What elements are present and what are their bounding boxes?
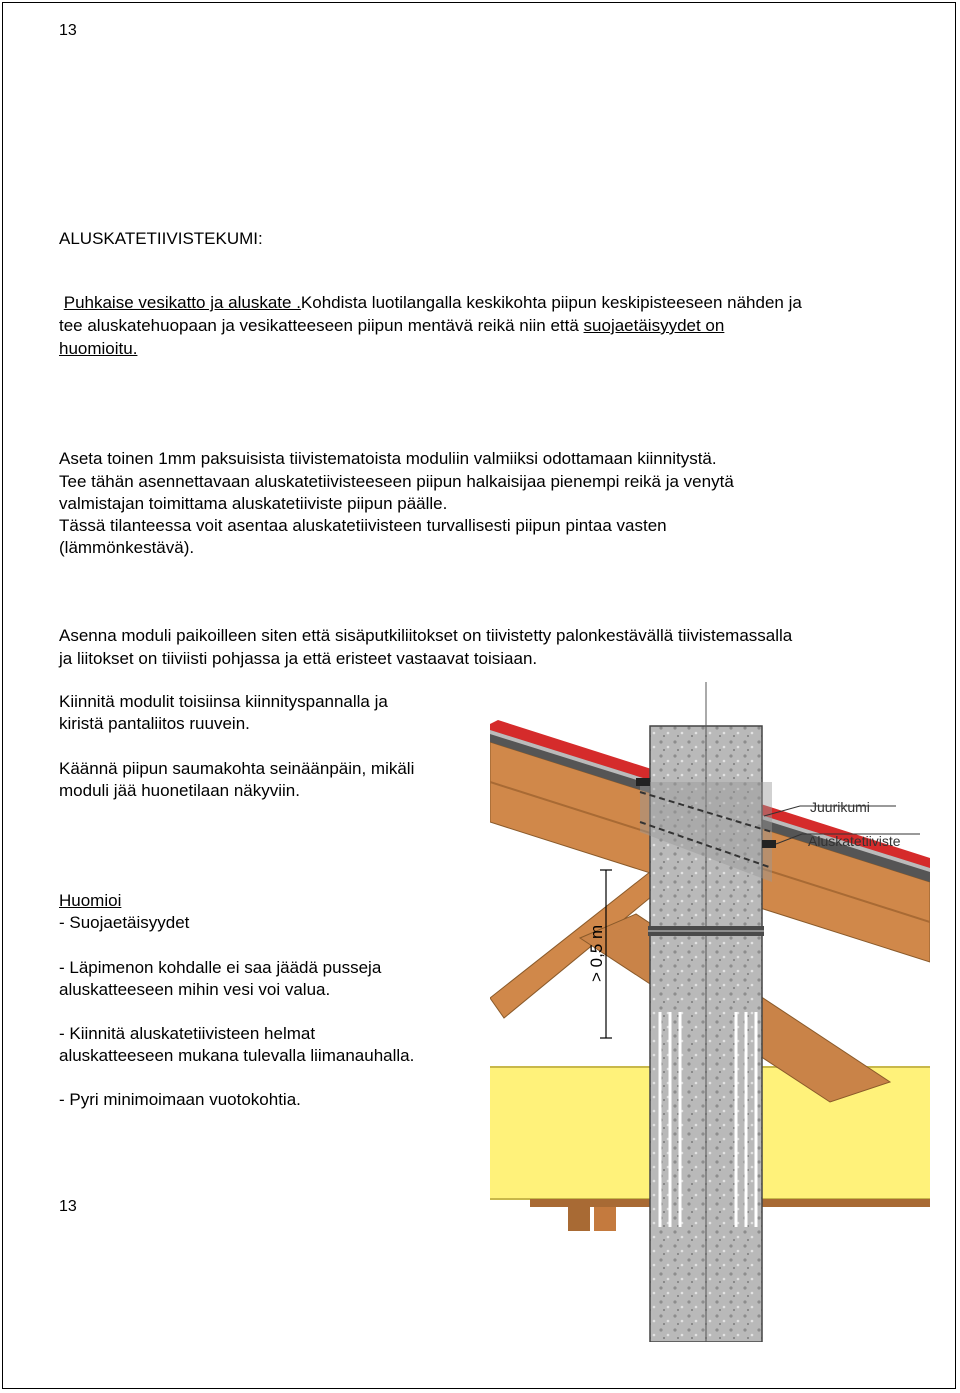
chimney-installation-diagram [490, 682, 930, 1342]
para1-line2-underlined: suojaetäisyydet on [583, 316, 725, 335]
note-item: - Pyri minimoimaan vuotokohtia. [59, 1090, 301, 1109]
page-number-top: 13 [59, 22, 77, 39]
para4-line1: Kiinnitä modulit toisiinsa kiinnityspannalla ja [59, 692, 388, 711]
para5-line1: Käännä piipun saumakohta seinäänpäin, mikäli [59, 759, 415, 778]
distance-label: > 0,5 m [587, 924, 606, 982]
para2-line4: Tässä tilanteessa voit asentaa aluskatetiivisteen turvallisesti piipun pintaa vasten [59, 516, 667, 535]
note-item: aluskatteeseen mukana tulevalla liimanauhalla. [59, 1046, 415, 1065]
note-item: aluskatteeseen mihin vesi voi valua. [59, 980, 331, 999]
para3-line1: Asenna moduli paikoilleen siten että sisäputkiliitokset on tiivistetty palonkestävällä tiivistemassalla [59, 626, 793, 645]
para3-line2: ja liitokset on tiiviisti pohjassa ja että eristeet vastaavat toisiaan. [59, 649, 538, 668]
note-item: - Suojaetäisyydet [59, 913, 190, 932]
para4-line2: kiristä pantaliitos ruuvein. [59, 714, 250, 733]
joist [594, 1207, 616, 1231]
label-underlay-seal: Aluskatetiiviste [808, 833, 901, 849]
rafter-seal [636, 778, 650, 786]
note-item: - Läpimenon kohdalle ei saa jäädä pusseja [59, 958, 382, 977]
para1-line1 [59, 292, 802, 315]
para2-line5: (lämmönkestävä). [59, 538, 195, 557]
underlay-seal [762, 840, 776, 848]
page-number-bottom: 13 [59, 1198, 77, 1215]
para1-line1-rest: Kohdista luotilangalla keskikohta piipun keskipisteeseen nähden ja [300, 293, 802, 312]
para2-line2: Tee tähän asennettavaan aluskatetiivisteeseen piipun halkaisijaa pienempi reikä ja venytä [59, 472, 734, 491]
section-heading: ALUSKATETIIVISTEKUMI: [59, 229, 263, 248]
note-item: - Kiinnitä aluskatetiivisteen helmat [59, 1024, 316, 1043]
joist [568, 1207, 590, 1231]
para1-line2-text: tee aluskatehuopaan ja vesikatteeseen piipun mentävä reikä niin että [59, 316, 584, 335]
para2-line3: valmistajan toimittama aluskatetiiviste piipun päälle. [59, 494, 448, 513]
para2-line1: Aseta toinen 1mm paksuisista tiivistematoista moduliin valmiiksi odottamaan kiinnitystä. [59, 449, 717, 468]
para5-line2: moduli jää huonetilaan näkyviin. [59, 781, 300, 800]
para1-line2 [59, 315, 724, 338]
label-rafter-seal: Juurikumi [810, 799, 870, 815]
note-title: Huomioi [59, 891, 122, 910]
para1-line3: huomioitu. [59, 339, 138, 358]
para1-underlined-start: Puhkaise vesikatto ja aluskate . [63, 293, 301, 312]
